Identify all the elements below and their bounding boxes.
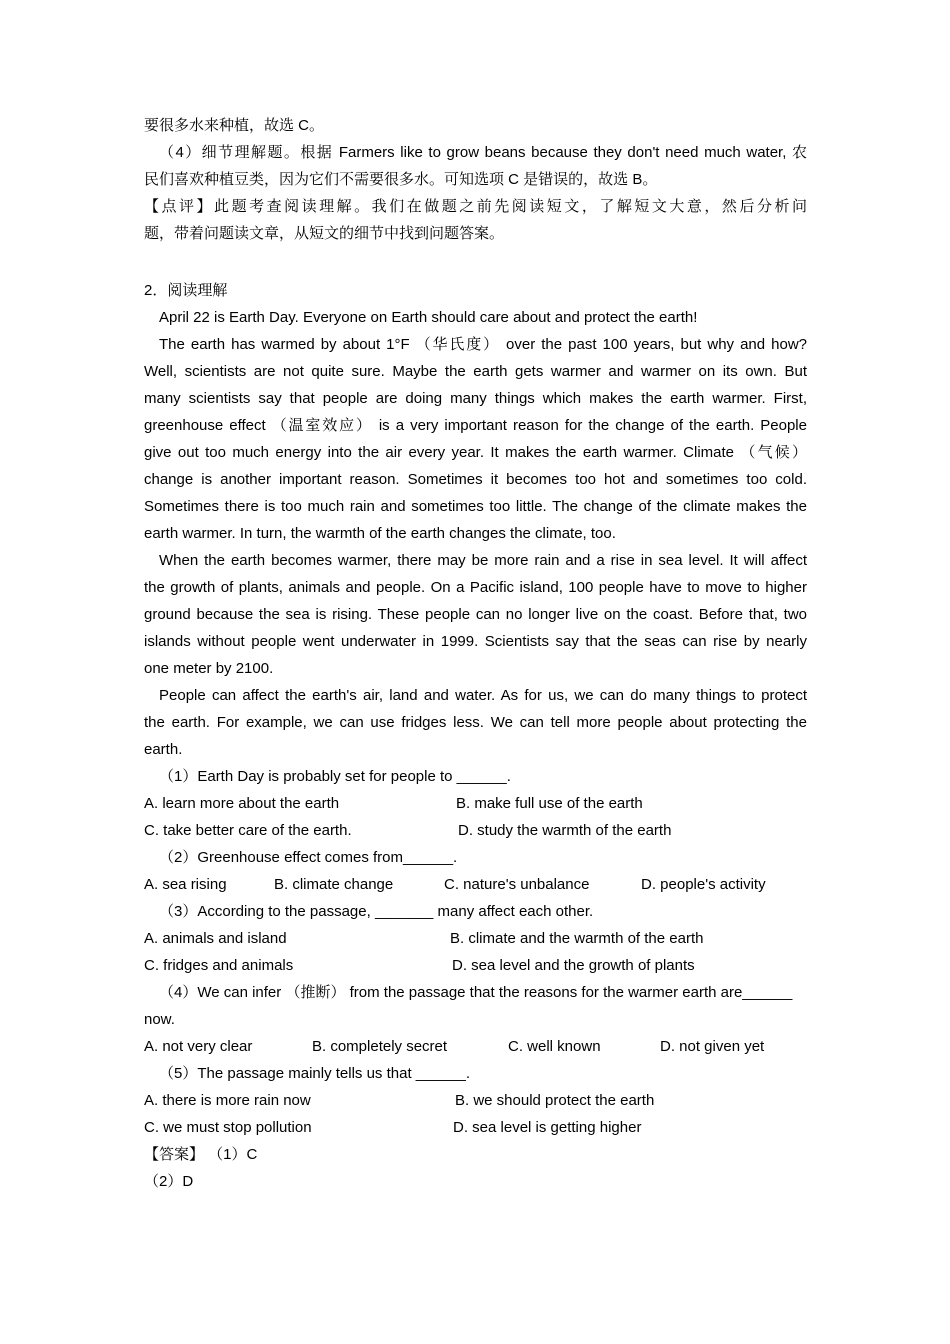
passage-line: give out too much energy into the air every year. It makes the earth warmer. Climate （气候）: [144, 444, 807, 461]
passage-paragraph-1: April 22 is Earth Day. Everyone on Earth should care about and protect the earth!: [159, 309, 698, 326]
prev-comment-line: 【点评】此题考查阅读理解。我们在做题之前先阅读短文，了解短文大意，然后分析问: [144, 198, 807, 215]
option-d: D. study the warmth of the earth: [458, 822, 672, 839]
question-2-stem: （2）Greenhouse effect comes from______.: [159, 849, 458, 866]
passage-line: People can affect the earth's air, land and water. As for us, we can do many things to protect: [159, 687, 807, 704]
passage-line: Well, scientists are not quite sure. Maybe the earth gets warmer and warmer on its own. But: [144, 363, 807, 380]
prev-explanation-line: 民们喜欢种植豆类，因为它们不需要很多水。可知选项 C 是错误的，故选 B。: [144, 171, 658, 188]
prev-comment-line: 题，带着问题读文章，从短文的细节中找到问题答案。: [144, 225, 505, 242]
question-4-options-row: [144, 1033, 807, 1060]
passage-line: many scientists say that people are doing many things which makes the earth warmer. First,: [144, 390, 807, 407]
option-a: A. animals and island: [144, 930, 287, 947]
option-b: B. climate and the warmth of the earth: [450, 930, 704, 947]
option-d: D. sea level is getting higher: [453, 1119, 642, 1136]
question-3-options-row: [144, 925, 807, 952]
question-1-options-row: [144, 817, 807, 844]
option-d: D. sea level and the growth of plants: [452, 957, 695, 974]
passage-line: the growth of plants, animals and people. On a Pacific island, 100 people have to move to higher: [144, 579, 807, 596]
option-c: C. fridges and animals: [144, 957, 294, 974]
option-b: B. we should protect the earth: [455, 1092, 655, 1109]
question-2-options-row: [144, 871, 807, 898]
passage-line: greenhouse effect （温室效应） is a very important reason for the change of the earth. People: [144, 417, 807, 434]
option-c: C. nature's unbalance: [444, 876, 590, 893]
passage-paragraph-4: [144, 682, 807, 763]
question-1-stem: （1）Earth Day is probably set for people to ______.: [159, 768, 511, 785]
question-5-stem: （5）The passage mainly tells us that ______.: [159, 1065, 471, 1082]
option-d: D. not given yet: [660, 1038, 765, 1055]
option-a: A. not very clear: [144, 1038, 253, 1055]
option-a: A. sea rising: [144, 876, 227, 893]
passage-line: Sometimes there is too much rain and sometimes too little. The change of the climate makes the: [144, 498, 807, 515]
passage-line: the earth. For example, we can use fridges less. We can tell more people about protecting the: [144, 714, 807, 731]
answer-line: 【答案】 （1）C: [144, 1146, 258, 1163]
prev-answer-line: 要很多水来种植，故选 C。: [144, 117, 325, 134]
passage-line: The earth has warmed by about 1°F （华氏度） over the past 100 years, but why and how?: [159, 336, 807, 353]
option-c: C. take better care of the earth.: [144, 822, 352, 839]
option-c: C. well known: [508, 1038, 601, 1055]
question-3-stem: （3）According to the passage, _______ many affect each other.: [159, 903, 594, 920]
option-b: B. climate change: [274, 876, 394, 893]
passage-line: islands without people went underwater in 1999. Scientists say that the seas can rise by nearly: [144, 633, 807, 650]
passage-line: ground because the sea is rising. These people can no longer live on the coast. Before that, two: [144, 606, 807, 623]
question-1-options-row: [144, 790, 807, 817]
document-page: [144, 112, 807, 1195]
passage-line: change is another important reason. Sometimes it becomes too hot and sometimes too cold.: [144, 471, 807, 488]
passage-line: When the earth becomes warmer, there may be more rain and a rise in sea level. It will affect: [159, 552, 807, 569]
option-d: D. people's activity: [641, 876, 766, 893]
section-title: 2．阅读理解: [144, 282, 228, 299]
passage-line: earth.: [144, 741, 183, 758]
passage-line: earth warmer. In turn, the warmth of the earth changes the climate, too.: [144, 525, 616, 542]
option-b: B. completely secret: [312, 1038, 448, 1055]
passage-line: one meter by 2100.: [144, 660, 274, 677]
option-b: B. make full use of the earth: [456, 795, 643, 812]
question-3-options-row: [144, 952, 807, 979]
question-4-stem-cont: now.: [144, 1011, 175, 1028]
prev-explanation-line: （4）细节理解题。根据 Farmers like to grow beans because they don't need much water, 农: [159, 144, 807, 161]
option-a: A. learn more about the earth: [144, 795, 340, 812]
option-c: C. we must stop pollution: [144, 1119, 312, 1136]
question-4-stem: （4）We can infer （推断） from the passage that the reasons for the warmer earth are______: [159, 984, 793, 1001]
answer-line: （2）D: [144, 1173, 194, 1190]
passage-paragraph-2: [144, 331, 807, 547]
question-5-options-row: [144, 1114, 807, 1141]
question-5-options-row: [144, 1087, 807, 1114]
passage-paragraph-3: [144, 547, 807, 682]
option-a: A. there is more rain now: [144, 1092, 311, 1109]
